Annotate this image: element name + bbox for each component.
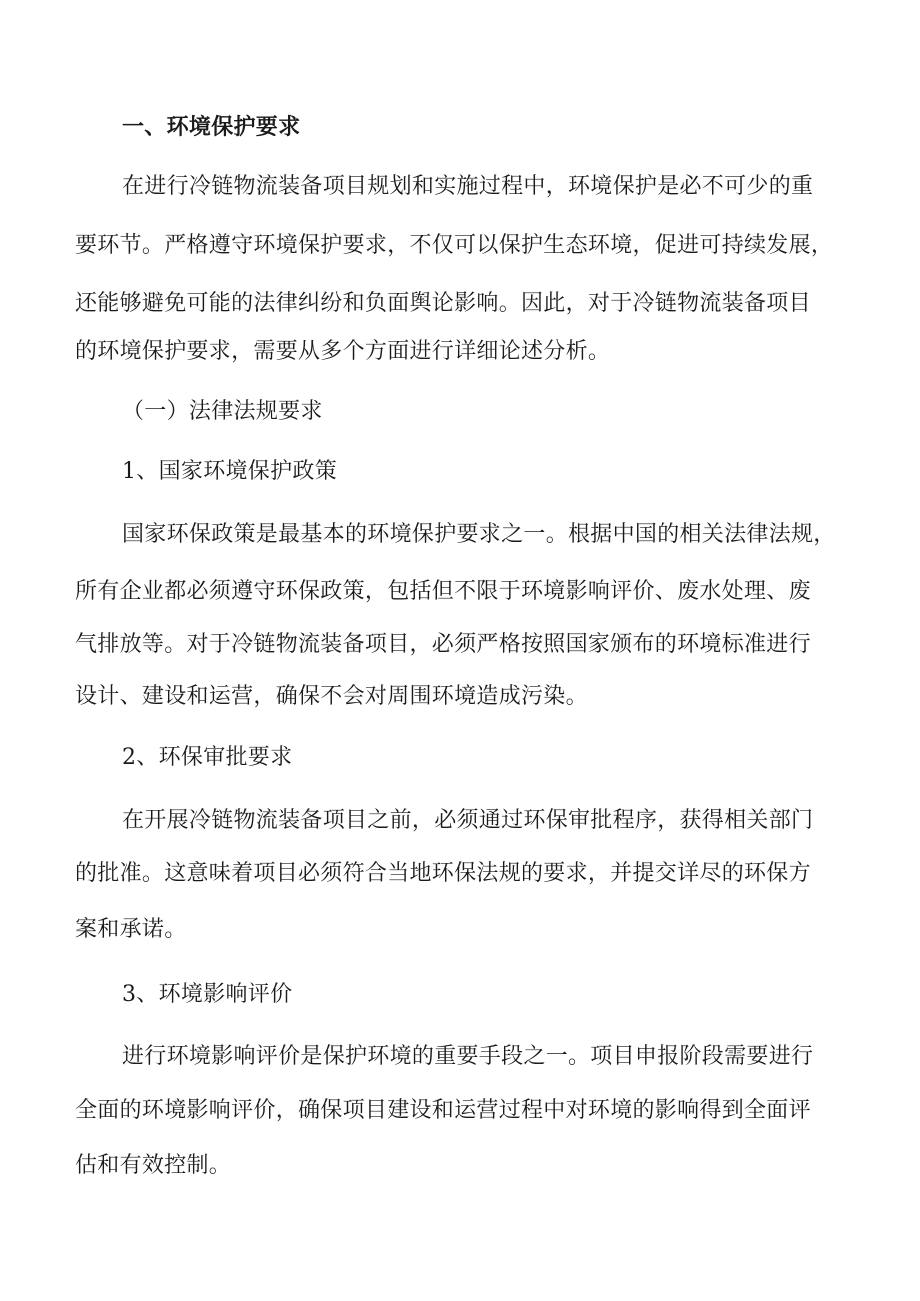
- item-title-3: 3、环境影响评价: [122, 982, 293, 1007]
- paragraph-line: 还能够避免可能的法律纠纷和负面舆论影响。因此，对于冷链物流装备项目: [75, 291, 811, 316]
- paragraph-line: 进行环境影响评价是保护环境的重要手段之一。项目申报阶段需要进行: [122, 1044, 814, 1069]
- paragraph-line: 全面的环境影响评价，确保项目建设和运营过程中对环境的影响得到全面评: [75, 1098, 811, 1123]
- section-heading: 一、环境保护要求: [122, 115, 301, 140]
- item-title-1: 1、国家环境保护政策: [122, 459, 337, 484]
- item-title-2: 2、环保审批要求: [122, 745, 293, 770]
- paragraph-line: 案和承诺。: [75, 917, 187, 942]
- paragraph-line: 要环节。严格遵守环境保护要求，不仅可以保护生态环境，促进可持续发展，: [75, 233, 834, 258]
- paragraph-line: 设计、建设和运营，确保不会对周围环境造成污染。: [75, 684, 588, 709]
- paragraph-line: 估和有效控制。: [75, 1153, 232, 1178]
- paragraph-line: 气排放等。对于冷链物流装备项目，必须严格按照国家颁布的环境标准进行: [75, 632, 811, 657]
- paragraph-line: 的批准。这意味着项目必须符合当地环保法规的要求，并提交详尽的环保方: [75, 861, 811, 886]
- subsection-heading: （一）法律法规要求: [122, 399, 323, 424]
- paragraph-line: 的环境保护要求，需要从多个方面进行详细论述分析。: [75, 339, 611, 364]
- paragraph-line: 所有企业都必须遵守环保政策，包括但不限于环境影响评价、废水处理、废: [75, 579, 811, 604]
- paragraph-line: 在进行冷链物流装备项目规划和实施过程中，环境保护是必不可少的重: [122, 174, 814, 199]
- paragraph-line: 国家环保政策是最基本的环境保护要求之一。根据中国的相关法律法规，: [122, 522, 836, 547]
- paragraph-line: 在开展冷链物流装备项目之前，必须通过环保审批程序，获得相关部门: [122, 808, 814, 833]
